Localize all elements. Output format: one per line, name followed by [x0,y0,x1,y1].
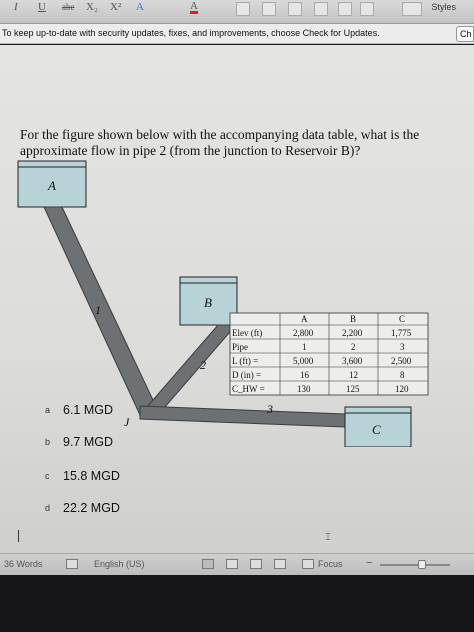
pipe-3 [140,406,345,427]
web-layout-icon[interactable] [226,559,238,569]
ibeam-cursor-icon: ⌶ [325,532,331,543]
reservoir-b [180,277,237,325]
table-row-label: Elev (ft) [232,328,263,338]
align-left-icon[interactable] [236,2,250,16]
pipe-2 [140,325,236,415]
superscript-button[interactable]: X² [110,1,122,13]
table-cell: 2 [351,342,356,352]
document-page[interactable] [0,45,474,553]
table-cell: 2,800 [293,328,314,338]
subscript-button[interactable]: X₂ [86,1,98,13]
zoom-slider-track[interactable] [380,564,450,566]
option-a-text[interactable]: 6.1 MGD [63,403,114,417]
table-cell: 125 [346,384,360,394]
table-header-a: A [301,314,308,324]
table-cell: 3,600 [342,356,363,366]
option-d-text[interactable]: 22.2 MGD [63,501,120,515]
text-effects-button[interactable]: A [136,1,144,13]
update-notification-bar [0,24,474,44]
table-cell: 130 [297,384,311,394]
reservoir-b-label: B [204,295,212,310]
desk-background [0,575,474,632]
table-row-label: Pipe [232,342,249,352]
table-header-c: C [399,314,406,324]
underline-button[interactable]: U [38,1,46,13]
data-table [230,313,428,395]
option-a-letter: a [45,405,51,415]
update-message: To keep up-to-date with security updates, fixes, and improvements, choose Check for Updates. [2,28,380,38]
proofing-icon[interactable] [66,559,78,569]
check-for-updates-button[interactable]: Ch [456,26,474,42]
italic-button[interactable]: I [14,1,18,13]
table-row-label: D (in) = [232,370,262,380]
table-cell: 3 [400,342,405,352]
formatting-toolbar [0,0,474,24]
table-cell: 12 [349,370,358,380]
reservoir-c [345,407,411,447]
focus-button[interactable]: Focus [318,559,343,569]
table-cell: 8 [400,370,405,380]
zoom-out-icon[interactable]: − [366,557,373,569]
pipe-1 [44,207,160,415]
focus-icon[interactable] [302,559,314,569]
outline-view-icon[interactable] [250,559,262,569]
table-cell: 2,500 [391,356,412,366]
junction-label: J [124,415,130,429]
align-center-icon[interactable] [262,2,276,16]
text-cursor [18,530,19,542]
status-bar [0,553,474,575]
font-color-button[interactable]: A [190,0,198,12]
reservoir-c-label: C [372,422,381,437]
table-cell: 120 [395,384,409,394]
option-d-letter: d [45,503,51,513]
table-cell: 1 [302,342,307,352]
borders-icon[interactable] [402,2,422,16]
print-layout-icon[interactable] [202,559,214,569]
language-indicator[interactable]: English (US) [94,559,145,569]
justify-icon[interactable] [314,2,328,16]
reservoir-a-label: A [48,178,56,193]
pipe-2-label: 2 [200,358,206,372]
option-b-letter: b [45,437,51,447]
reservoir-a [18,161,86,207]
option-c-letter: c [45,471,50,481]
table-cell: 2,200 [342,328,363,338]
strikethrough-button[interactable]: abe [62,2,75,12]
zoom-slider-handle[interactable] [418,560,426,569]
draft-view-icon[interactable] [274,559,286,569]
table-cell: 1,775 [391,328,412,338]
table-cell: 5,000 [293,356,314,366]
styles-pane-button[interactable]: Styles [431,2,456,12]
shading-icon[interactable] [360,2,374,16]
table-row-label: C_HW = [232,384,265,394]
pipe-3-label: 3 [267,402,273,416]
option-c-text[interactable]: 15.8 MGD [63,469,120,483]
table-cell: 16 [300,370,309,380]
align-right-icon[interactable] [288,2,302,16]
line-spacing-icon[interactable] [338,2,352,16]
table-row-label: L (ft) = [232,356,259,366]
question-text: For the figure shown below with the accompanying data table, what is the approximate flow in pipe 2 (from the junction to Reservoir B)? [20,127,420,158]
pipe-1-label: 1 [95,303,101,317]
option-b-text[interactable]: 9.7 MGD [63,435,114,449]
table-header-b: B [350,314,357,324]
word-count[interactable]: 36 Words [4,559,43,569]
